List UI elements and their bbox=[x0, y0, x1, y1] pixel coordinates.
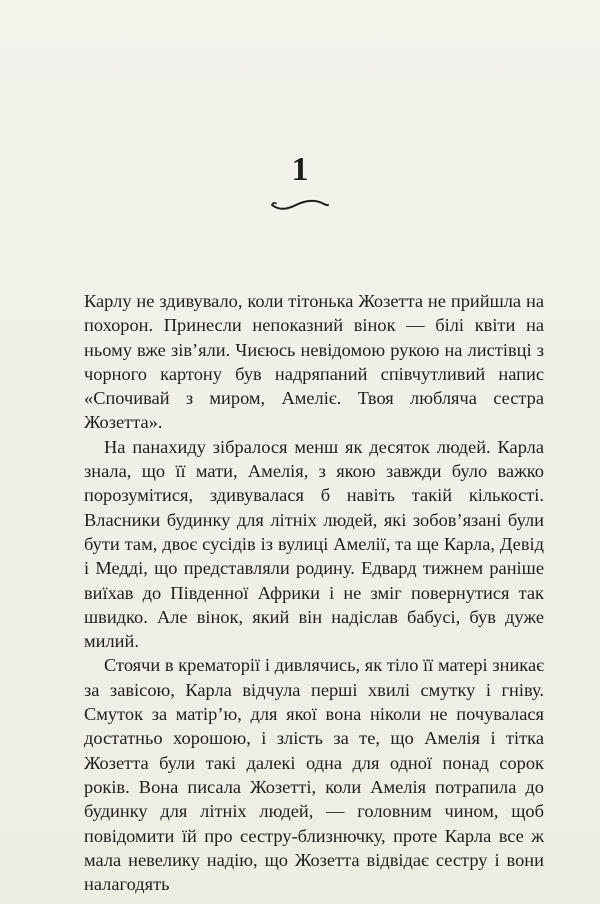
paragraph: Карлу не здивувало, коли тітонька Жозетта не прийшла на похорон. Принесли непоказний вінок — білі квіти на ньому вже зів’яли. Чиєюсь невідомою рукою на листівці з чорного картону був надряпаний співчутливий напис «Спочивай з миром, Амеліє. Твоя любляча сестра Жозетта». bbox=[84, 291, 544, 433]
chapter-number: 1 bbox=[291, 151, 309, 188]
paragraph: На панахиду зібралося менш як десяток людей. Карла знала, що її мати, Амелія, з якою завжди було важко порозумітися, здивувалася б навіть такій кількості. Власники будинку для літніх людей, які зобов’язані були бути там, двоє сусідів із вулиці Амелії, та ще Карла, Девід і Медді, що представляли родину. Едвард тижнем раніше виїхав до Південної Африки і не зміг повернутися так швидко. Але вінок, який він надіслав бабусі, був дуже милий. bbox=[84, 436, 544, 652]
paragraph: Стоячи в крематорії і дивлячись, як тіло її матері зникає за завісою, Карла відчула перші хвилі смутку і гніву. Смуток за матір’ю, для якої вона ніколи не почувалася достатньо хорошою, і злість за те, що Амелія і тітка Жозетта були такі далекі одна для одної понад сорок років. Вона писала Жозетті, коли Амелія потрапила до будинку для літніх людей, — головним чином, щоб повідомити їй про сестру-близнючку, проте Карла все ж мала невелику надію, що Жозетта відвідає сестру і вони налагодять bbox=[84, 655, 544, 895]
chapter-text bbox=[84, 289, 544, 896]
chapter-ornament bbox=[270, 196, 330, 212]
